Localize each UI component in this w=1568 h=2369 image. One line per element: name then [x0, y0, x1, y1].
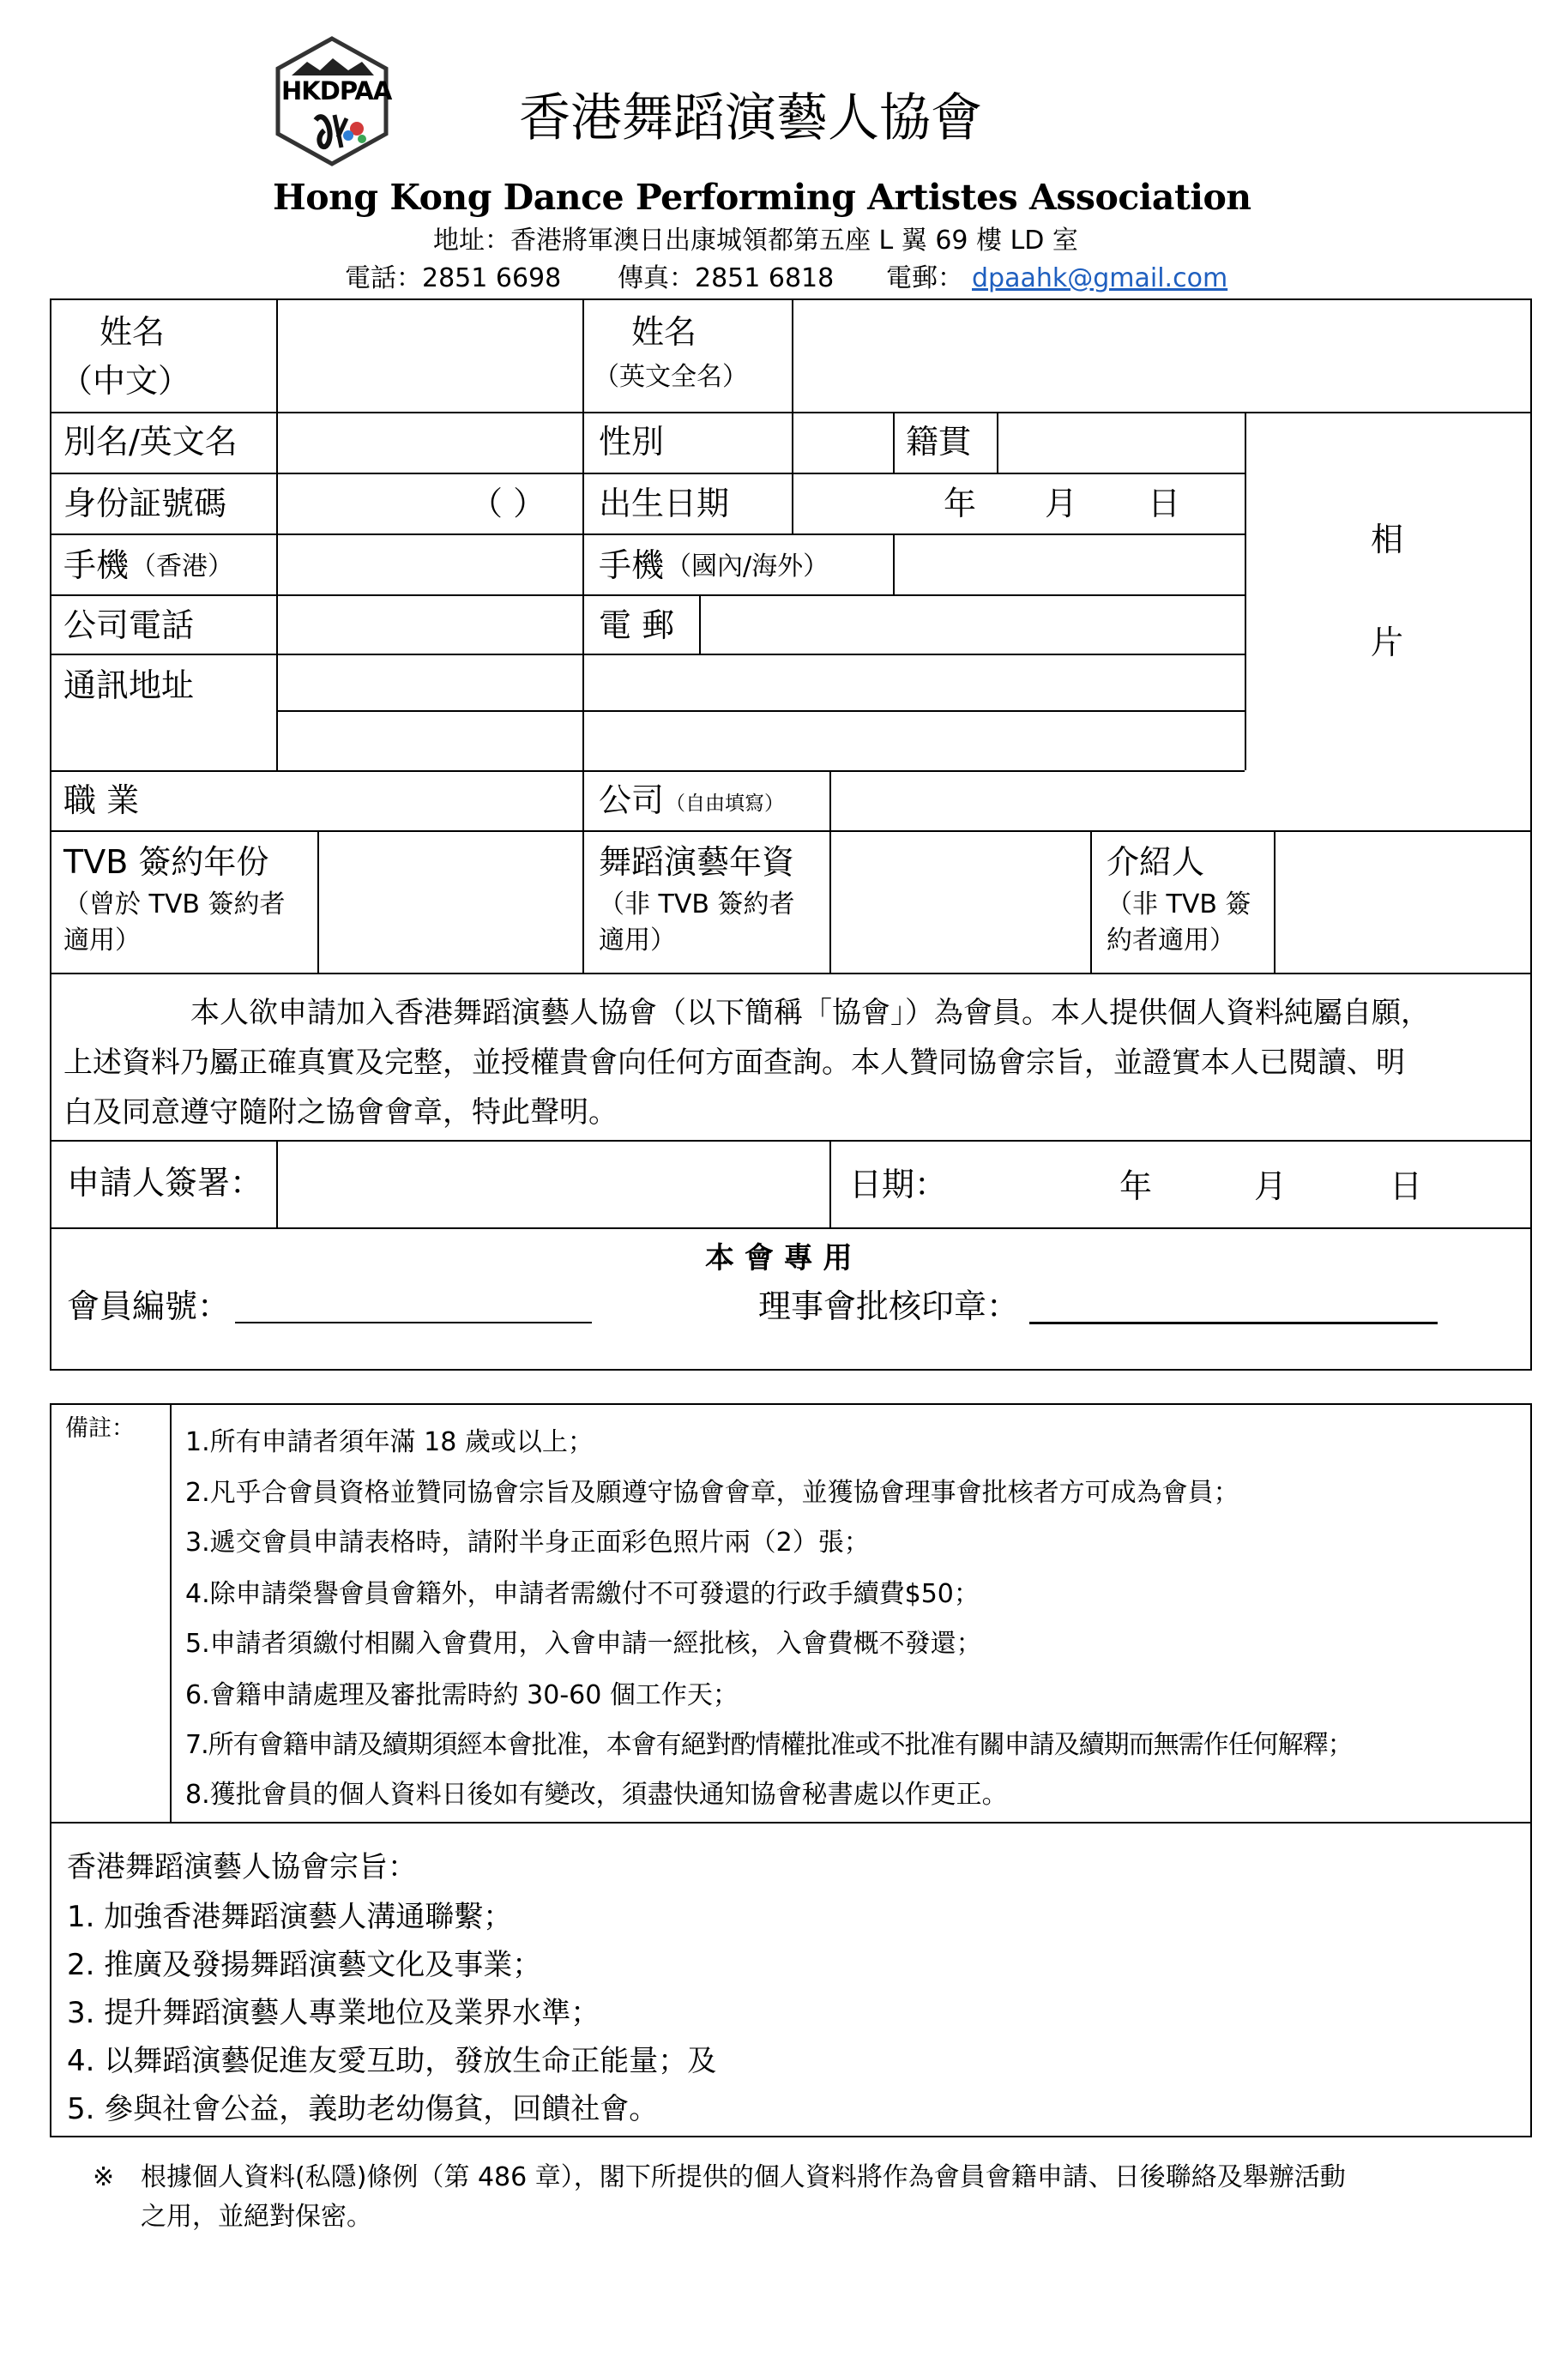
occupation-input[interactable] — [283, 777, 578, 827]
dance-years-label: 舞蹈演藝年資 — [599, 843, 795, 881]
photo-label-2: 片 — [1371, 624, 1404, 661]
col-line — [1245, 412, 1246, 770]
col-line — [792, 298, 793, 473]
office-use-title: 本 會 專 用 — [705, 1241, 853, 1275]
row-line — [50, 770, 1245, 772]
date-label: 日期： — [849, 1166, 948, 1203]
row-line — [50, 830, 1532, 832]
company-label: 公司 — [599, 781, 665, 819]
mobile-other-sub: （國內/海外） — [666, 552, 829, 582]
email-link[interactable]: dpaahk@gmail.com — [972, 263, 1228, 293]
dob-year: 年 — [944, 485, 977, 522]
row-line — [50, 1140, 1532, 1142]
alias-input[interactable] — [283, 419, 578, 468]
privacy-line-2: 之用，並絕對保密。 — [141, 2202, 372, 2232]
col-line — [893, 533, 895, 594]
note-item: 2.凡乎合會員資格並贊同協會宗旨及願遵守協會會章，並獲協會理事會批核者方可成為會員； — [185, 1478, 1239, 1508]
objectives-title: 香港舞蹈演藝人協會宗旨： — [67, 1850, 417, 1884]
alias-label: 別名/英文名 — [63, 423, 238, 461]
referrer-sub-1: （非 TVB 簽 — [1107, 889, 1251, 919]
address-input-line-1[interactable] — [283, 660, 1242, 707]
objective-item: 4. 以舞蹈演藝促進友愛互助，發放生命正能量；及 — [67, 2044, 717, 2078]
org-name-en: Hong Kong Dance Performing Artistes Association — [273, 177, 1251, 218]
id-number-input[interactable] — [283, 480, 467, 530]
dob-label: 出生日期 — [599, 485, 730, 522]
tvb-year-input[interactable] — [324, 837, 580, 967]
native-place-label: 籍貫 — [906, 423, 972, 461]
row-line — [50, 654, 1245, 655]
mobile-hk-sub: （香港） — [130, 552, 233, 582]
row-line — [50, 473, 1245, 474]
row-line — [276, 710, 1245, 712]
tvb-year-sub-2: 適用） — [63, 925, 141, 955]
col-line — [317, 830, 319, 973]
email-field[interactable] — [707, 600, 1242, 650]
col-line — [829, 1140, 831, 1227]
dance-years-sub-2: 適用） — [599, 925, 676, 955]
gender-label: 性別 — [599, 423, 665, 461]
council-stamp-line — [1029, 1322, 1438, 1324]
objective-item: 2. 推廣及發揚舞蹈演藝文化及事業； — [67, 1948, 542, 1982]
member-number-label: 會員編號： — [67, 1287, 231, 1325]
logo — [273, 36, 391, 166]
name-en-input[interactable] — [799, 309, 1523, 405]
note-item: 3.遞交會員申請表格時，請附半身正面彩色照片兩（2）張； — [185, 1528, 870, 1558]
date-day: 日 — [1390, 1167, 1423, 1205]
row-line — [50, 973, 1532, 974]
tvb-year-label: TVB 簽約年份 — [63, 843, 269, 881]
email-label: 電郵： — [886, 263, 963, 293]
reference-mark: ※ — [93, 2162, 115, 2192]
note-item: 6.會籍申請處理及審批需時約 30-60 個工作天； — [185, 1680, 739, 1710]
signature-label: 申請人簽署： — [67, 1164, 263, 1202]
name-zh-label: 姓名 — [100, 313, 166, 351]
col-line — [276, 1140, 278, 1227]
mobile-other-input[interactable] — [901, 540, 1242, 590]
col-line — [997, 412, 998, 473]
logo-text: HKDPAA — [281, 76, 392, 105]
name-zh-sub: （中文） — [60, 362, 191, 400]
col-line — [699, 594, 701, 654]
id-check-digit: （ ） — [470, 485, 546, 522]
dance-years-input[interactable] — [837, 837, 1088, 967]
note-item: 8.獲批會員的個人資料日後如有變改，須盡快通知協會秘書處以作更正。 — [185, 1780, 1008, 1810]
declaration-line-1: 本人欲申請加入香港舞蹈演藝人協會（以下簡稱「協會」）為會員。本人提供個人資料純屬自願， — [190, 996, 1430, 1030]
mobile-hk-input[interactable] — [283, 540, 578, 590]
note-item: 4.除申請榮譽會員會籍外，申請者需繳付不可發還的行政手續費$50； — [185, 1579, 980, 1609]
dob-day: 日 — [1148, 485, 1181, 522]
email-field-label: 電 郵 — [599, 606, 675, 644]
note-item: 7.所有會籍申請及續期須經本會批准，本會有絕對酌情權批准或不批准有關申請及續期而無需作任何解釋； — [185, 1730, 1353, 1760]
referrer-sub-2: 約者適用） — [1107, 925, 1235, 955]
col-line — [582, 298, 584, 973]
note-item: 5.申請者須繳付相關入會費用，入會申請一經批核，入會費概不發還； — [185, 1629, 982, 1659]
org-name-zh: 香港舞蹈演藝人協會 — [519, 88, 982, 148]
address: 地址：香港將軍澳日出康城領都第五座 L 翼 69 樓 LD 室 — [433, 226, 1078, 256]
row-line — [50, 1227, 1532, 1229]
mobile-hk-label: 手機 — [63, 546, 130, 584]
date-month: 月 — [1254, 1167, 1288, 1205]
privacy-line-1: 根據個人資料(私隱)條例（第 486 章），閣下所提供的個人資料將作為會員會籍申請、日後聯絡及舉辦活動 — [141, 2162, 1346, 2192]
col-line — [829, 770, 831, 973]
address-label: 通訊地址 — [63, 666, 195, 704]
objective-item: 3. 提升舞蹈演藝人專業地位及業界水準； — [67, 1996, 600, 2030]
dance-years-sub-1: （非 TVB 簽約者 — [599, 889, 795, 919]
note-item: 1.所有申請者須年滿 18 歲或以上； — [185, 1427, 594, 1457]
name-en-sub: （英文全名） — [594, 362, 748, 392]
company-sub: （自由填寫） — [666, 793, 784, 815]
gender-input[interactable] — [798, 419, 890, 468]
address-input-line-2[interactable] — [283, 717, 1242, 767]
id-number-label: 身份証號碼 — [63, 485, 227, 522]
signature-input[interactable] — [285, 1149, 825, 1221]
referrer-label: 介紹人 — [1107, 843, 1205, 881]
dob-month: 月 — [1045, 485, 1078, 522]
notes-divider — [170, 1403, 172, 1823]
col-line — [1274, 830, 1276, 973]
native-place-input[interactable] — [1004, 419, 1242, 468]
declaration-line-3: 白及同意遵守隨附之協會會章，特此聲明。 — [63, 1095, 618, 1130]
notes-bottom-line — [50, 1822, 1532, 1823]
declaration-line-2: 上述資料乃屬正確真實及完整，並授權貴會向任何方面查詢。本人贊同協會宗旨，並證實本人已閱讀、明 — [63, 1046, 1405, 1080]
name-zh-input[interactable] — [283, 309, 578, 405]
row-line — [50, 533, 1245, 535]
photo-label-1: 相 — [1371, 521, 1404, 558]
date-year: 年 — [1119, 1167, 1153, 1205]
row-line — [50, 412, 1532, 413]
mobile-other-label: 手機 — [599, 546, 665, 584]
objective-item: 1. 加強香港舞蹈演藝人溝通聯繫； — [67, 1900, 513, 1934]
col-line — [792, 473, 793, 533]
company-input[interactable] — [837, 777, 1242, 827]
office-phone-label: 公司電話 — [63, 606, 195, 644]
tvb-year-sub-1: （曾於 TVB 簽約者 — [63, 889, 286, 919]
col-line — [893, 412, 895, 473]
referrer-input[interactable] — [1282, 837, 1529, 967]
row-line — [50, 594, 1245, 596]
council-stamp-label: 理事會批核印章： — [758, 1287, 1020, 1325]
col-line — [1090, 830, 1092, 973]
phone: 電話：2851 6698 — [345, 263, 562, 293]
notes-label: 備註： — [65, 1415, 135, 1442]
occupation-label: 職 業 — [63, 781, 140, 819]
office-phone-input[interactable] — [283, 600, 578, 650]
objective-item: 5. 參與社會公益，義助老幼傷貧，回饋社會。 — [67, 2092, 659, 2126]
member-number-line — [235, 1322, 592, 1323]
fax: 傳真：2851 6818 — [618, 263, 835, 293]
name-en-label: 姓名 — [631, 313, 697, 351]
col-line — [276, 298, 278, 770]
